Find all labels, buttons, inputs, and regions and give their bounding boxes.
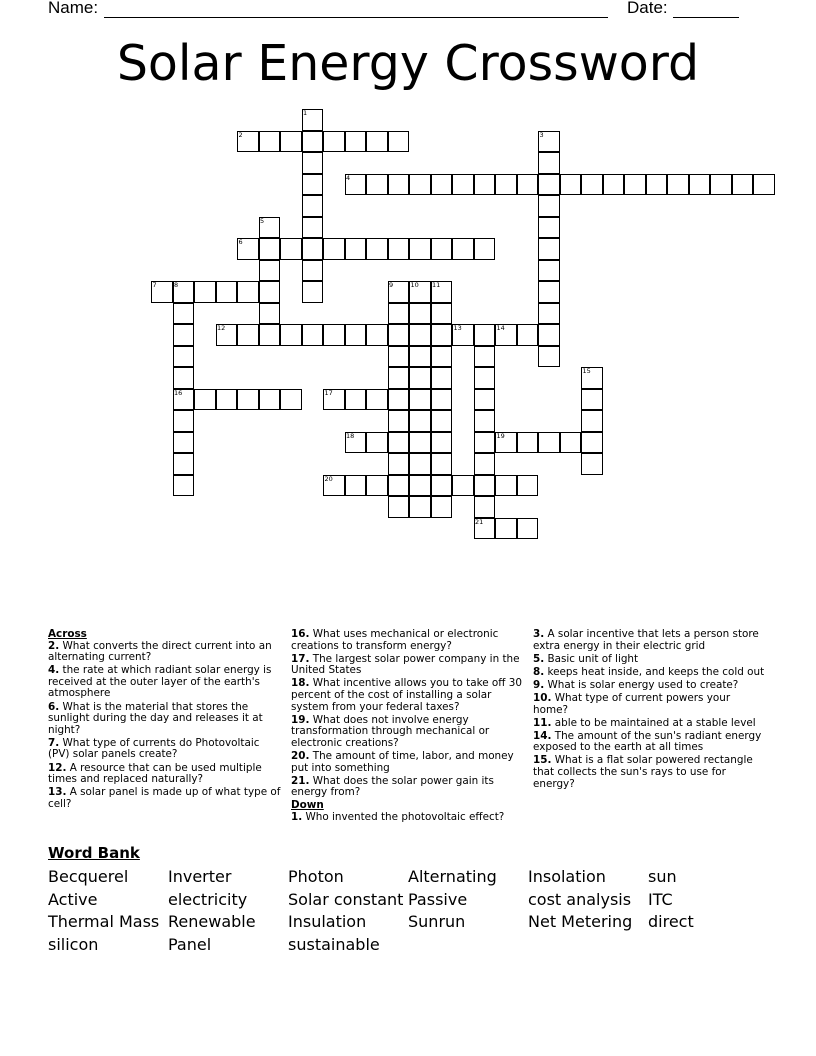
clue-number: 6 <box>238 238 243 246</box>
clue-number-label: 1. <box>291 810 303 823</box>
grid-cell[interactable] <box>388 496 410 518</box>
grid-cell[interactable] <box>173 453 195 475</box>
grid-cell[interactable] <box>624 174 646 196</box>
grid-cell[interactable] <box>259 324 281 346</box>
grid-cell[interactable] <box>388 453 410 475</box>
clue-number: 15 <box>582 367 591 375</box>
grid-cell[interactable] <box>173 346 195 368</box>
grid-cell[interactable] <box>538 324 560 346</box>
clues-column-3 <box>533 629 767 792</box>
grid-cell[interactable] <box>474 475 496 497</box>
grid-cell[interactable] <box>388 174 410 196</box>
clue-item <box>48 665 282 700</box>
grid-cell[interactable] <box>259 281 281 303</box>
clue-number-label: 9. <box>533 678 545 691</box>
grid-cell[interactable] <box>495 475 517 497</box>
clue-number: 17 <box>324 388 333 397</box>
word-bank-word: Alternating <box>408 867 497 886</box>
grid-cell[interactable] <box>581 453 603 475</box>
clue-number-label: 6. <box>48 700 60 713</box>
grid-cell[interactable] <box>259 131 281 153</box>
grid-cell[interactable] <box>538 217 560 239</box>
grid-cell[interactable] <box>345 324 367 346</box>
word-bank-word: Becquerel <box>48 867 129 886</box>
clue-number: 8 <box>174 281 179 289</box>
grid-cell[interactable] <box>259 303 281 325</box>
grid-cell[interactable] <box>388 432 410 454</box>
grid-cell[interactable] <box>388 131 410 153</box>
clue-number: 2 <box>238 130 243 139</box>
grid-cell[interactable] <box>409 303 431 325</box>
clue-item <box>48 738 282 761</box>
grid-cell[interactable] <box>237 281 259 303</box>
grid-cell[interactable] <box>431 410 453 432</box>
clue-text: What is solar energy used to create? <box>544 678 739 691</box>
grid-cell[interactable] <box>431 475 453 497</box>
clue-item <box>291 812 523 824</box>
clue-text: What is a flat solar powered rectangle that collects the sun's rays to use for energy? <box>533 754 753 790</box>
clue-number: 19 <box>496 431 505 440</box>
grid-cell[interactable] <box>452 475 474 497</box>
clue-number: 3 <box>539 130 544 139</box>
clue-text: What does not involve energy transformation through mechanical or electronic creations? <box>291 713 490 749</box>
word-bank-word: Insolation <box>528 867 606 886</box>
grid-cell[interactable] <box>409 432 431 454</box>
clue-text: able to be maintained at a stable level <box>551 716 756 729</box>
grid-cell[interactable] <box>388 389 410 411</box>
clue-number-label: 21. <box>291 774 310 787</box>
grid-cell[interactable] <box>409 453 431 475</box>
clue-item <box>533 755 767 790</box>
grid-cell[interactable] <box>517 432 539 454</box>
clue-item <box>291 654 523 677</box>
clue-number-label: 4. <box>48 664 60 677</box>
grid-cell[interactable] <box>302 324 324 346</box>
word-bank-word: Net Metering <box>528 912 633 932</box>
clue-number: 12 <box>217 324 226 332</box>
clue-number-label: 18. <box>291 677 310 690</box>
grid-cell[interactable] <box>345 389 367 411</box>
clue-text: What converts the direct current into an alternating current? <box>48 639 272 664</box>
grid-cell[interactable] <box>517 174 539 196</box>
grid-cell[interactable] <box>431 389 453 411</box>
grid-cell[interactable] <box>366 432 388 454</box>
word-bank-word: Solar constant <box>288 889 404 909</box>
clue-number-label: 16. <box>291 628 310 640</box>
grid-cell[interactable] <box>173 410 195 432</box>
grid-cell[interactable] <box>538 346 560 368</box>
grid-cell[interactable] <box>194 389 216 411</box>
word-bank-word: sun <box>648 867 677 886</box>
grid-cell[interactable] <box>302 195 324 217</box>
clue-number-label: 14. <box>533 729 552 742</box>
grid-cell[interactable] <box>452 174 474 196</box>
word-bank-word: Insulation <box>288 912 367 932</box>
word-bank-title: Word Bank <box>48 844 140 862</box>
grid-cell[interactable] <box>431 174 453 196</box>
grid-cell[interactable] <box>409 389 431 411</box>
clue-number: 16 <box>174 388 183 397</box>
clue-item <box>291 629 523 652</box>
clue-number-label: 19. <box>291 713 310 726</box>
clue-item <box>291 751 523 774</box>
grid-cell[interactable] <box>409 324 431 346</box>
grid-cell[interactable] <box>388 303 410 325</box>
grid-cell[interactable] <box>431 303 453 325</box>
grid-cell[interactable] <box>538 432 560 454</box>
clue-number: 11 <box>432 281 441 289</box>
grid-cell[interactable] <box>323 238 345 260</box>
grid-cell[interactable] <box>431 367 453 389</box>
grid-cell[interactable] <box>388 238 410 260</box>
clue-item <box>533 693 767 716</box>
word-bank-word: ITC <box>648 889 673 909</box>
grid-cell[interactable] <box>710 174 732 196</box>
clue-item <box>533 667 767 679</box>
clue-text: What type of current powers your home? <box>533 691 731 716</box>
grid-cell[interactable] <box>452 238 474 260</box>
grid-cell[interactable] <box>302 217 324 239</box>
clue-number-label: 17. <box>291 652 310 665</box>
word-bank-word: Inverter <box>168 867 232 886</box>
clue-number: 18 <box>346 431 355 440</box>
grid-cell[interactable] <box>366 475 388 497</box>
clue-number-label: 10. <box>533 691 552 704</box>
word-bank-word: electricity <box>168 889 248 909</box>
clue-number-label: 7. <box>48 736 60 749</box>
word-bank-word: Renewable <box>168 912 256 932</box>
grid-cell[interactable] <box>581 432 603 454</box>
grid-cell[interactable] <box>302 131 324 153</box>
clue-text: The amount of time, labor, and money put into something <box>291 749 514 774</box>
word-bank-word: Panel <box>168 935 212 955</box>
grid-cell[interactable] <box>237 389 259 411</box>
grid-cell[interactable] <box>538 174 560 196</box>
grid-cell[interactable] <box>474 174 496 196</box>
grid-cell[interactable] <box>366 131 388 153</box>
grid-cell[interactable] <box>517 324 539 346</box>
clue-text: Basic unit of light <box>544 652 639 665</box>
grid-cell[interactable] <box>474 432 496 454</box>
word-bank-word: Photon <box>288 867 344 886</box>
grid-cell[interactable] <box>323 324 345 346</box>
grid-cell[interactable] <box>388 410 410 432</box>
clue-text: What type of currents do Photovoltaic (PV) solar panels create? <box>48 736 260 761</box>
grid-cell[interactable] <box>538 195 560 217</box>
clue-number: 20 <box>324 474 333 483</box>
grid-cell[interactable] <box>366 238 388 260</box>
clue-number-label: 20. <box>291 749 310 762</box>
grid-cell[interactable] <box>173 475 195 497</box>
clue-number: 1 <box>303 109 308 117</box>
clue-item <box>291 678 523 713</box>
grid-cell[interactable] <box>474 238 496 260</box>
grid-cell[interactable] <box>431 432 453 454</box>
clue-text: What uses mechanical or electronic creations to transform energy? <box>291 628 499 652</box>
grid-cell[interactable] <box>345 475 367 497</box>
name-label: Name: <box>48 0 99 17</box>
grid-cell[interactable] <box>388 475 410 497</box>
grid-cell[interactable] <box>538 260 560 282</box>
grid-cell[interactable] <box>280 389 302 411</box>
clue-number: 21 <box>475 517 484 526</box>
clue-number: 14 <box>496 324 505 332</box>
clue-number: 5 <box>260 216 265 225</box>
clue-item <box>533 680 767 692</box>
clue-number: 13 <box>453 324 462 332</box>
word-bank-word: Active <box>48 889 98 909</box>
grid-cell[interactable] <box>409 410 431 432</box>
grid-cell[interactable] <box>173 432 195 454</box>
clue-number-label: 5. <box>533 652 545 665</box>
grid-cell[interactable] <box>474 496 496 518</box>
grid-cell[interactable] <box>431 324 453 346</box>
grid-cell[interactable] <box>667 174 689 196</box>
word-bank-word: sustainable <box>288 935 380 955</box>
grid-cell[interactable] <box>194 281 216 303</box>
grid-cell[interactable] <box>259 389 281 411</box>
grid-cell[interactable] <box>302 174 324 196</box>
clue-text: What does the solar power gain its energy from? <box>291 774 494 799</box>
grid-cell[interactable] <box>237 324 259 346</box>
grid-cell[interactable] <box>474 453 496 475</box>
clue-text: What incentive allows you to take off 30 percent of the cost of installing a solar system from your federal taxes? <box>291 677 522 713</box>
grid-cell[interactable] <box>302 152 324 174</box>
clue-number-label: 13. <box>48 786 67 799</box>
clue-number-label: 8. <box>533 665 545 678</box>
clues-column-2 <box>291 629 523 825</box>
grid-cell[interactable] <box>431 453 453 475</box>
clue-text: A solar incentive that lets a person store extra energy in their electric grid <box>533 628 759 652</box>
grid-cell[interactable] <box>474 367 496 389</box>
clue-item <box>48 787 282 810</box>
clues-column-1 <box>48 629 282 812</box>
clue-text: the rate at which radiant solar energy is received at the outer layer of the earth's atmosphere <box>48 664 272 700</box>
clue-item <box>291 776 523 799</box>
grid-cell[interactable] <box>603 174 625 196</box>
grid-cell[interactable] <box>302 238 324 260</box>
grid-cell[interactable] <box>409 174 431 196</box>
grid-cell[interactable] <box>474 410 496 432</box>
grid-cell[interactable] <box>173 324 195 346</box>
across-heading: Across <box>48 628 87 640</box>
clue-item <box>533 654 767 666</box>
grid-cell[interactable] <box>732 174 754 196</box>
grid-cell[interactable] <box>581 410 603 432</box>
clue-text: The amount of the sun's radiant energy exposed to the earth at all times <box>533 729 762 754</box>
clue-number: 7 <box>152 281 157 289</box>
clue-item <box>48 641 282 664</box>
grid-cell[interactable] <box>345 238 367 260</box>
grid-cell[interactable] <box>495 518 517 540</box>
word-bank-word: cost analysis <box>528 889 632 909</box>
grid-cell[interactable] <box>538 238 560 260</box>
grid-cell[interactable] <box>474 389 496 411</box>
grid-cell[interactable] <box>431 346 453 368</box>
grid-cell[interactable] <box>388 324 410 346</box>
clue-number: 10 <box>410 281 419 289</box>
grid-cell[interactable] <box>538 152 560 174</box>
word-bank <box>48 844 788 955</box>
grid-cell[interactable] <box>280 324 302 346</box>
clue-number: 9 <box>389 281 394 289</box>
clue-item <box>48 763 282 786</box>
clue-text: The largest solar power company in the United States <box>291 652 520 677</box>
clue-item <box>533 718 767 730</box>
clue-text: A solar panel is made up of what type of cell? <box>48 786 281 810</box>
grid-cell[interactable] <box>366 174 388 196</box>
grid-cell[interactable] <box>366 324 388 346</box>
grid-cell[interactable] <box>409 346 431 368</box>
clue-item <box>291 715 523 750</box>
grid-cell[interactable] <box>259 260 281 282</box>
clue-item <box>533 731 767 754</box>
date-label: Date: <box>627 0 668 17</box>
page-title: Solar Energy Crossword <box>116 35 700 92</box>
grid-cell[interactable] <box>366 389 388 411</box>
grid-cell[interactable] <box>431 238 453 260</box>
grid-cell[interactable] <box>753 174 775 196</box>
grid-cell[interactable] <box>216 389 238 411</box>
clue-text: A resource that can be used multiple times and replaced naturally? <box>48 761 262 786</box>
grid-cell[interactable] <box>581 174 603 196</box>
grid-cell[interactable] <box>409 496 431 518</box>
grid-cell[interactable] <box>323 131 345 153</box>
clue-text: Who invented the photovoltaic effect? <box>302 810 505 823</box>
grid-cell[interactable] <box>409 238 431 260</box>
grid-cell[interactable] <box>560 174 582 196</box>
clue-text: keeps heat inside, and keeps the cold out <box>544 665 765 678</box>
grid-cell[interactable] <box>560 432 582 454</box>
clue-item <box>48 702 282 737</box>
clue-text: What is the material that stores the sunlight during the day and releases it at night? <box>48 700 263 736</box>
grid-cell[interactable] <box>538 303 560 325</box>
grid-cell[interactable] <box>259 238 281 260</box>
clue-number-label: 2. <box>48 639 60 652</box>
grid-cell[interactable] <box>517 518 539 540</box>
grid-cell[interactable] <box>280 238 302 260</box>
grid-cell[interactable] <box>216 281 238 303</box>
grid-cell[interactable] <box>689 174 711 196</box>
grid-cell[interactable] <box>474 346 496 368</box>
grid-cell[interactable] <box>280 131 302 153</box>
clue-number-label: 11. <box>533 716 552 729</box>
grid-cell[interactable] <box>474 324 496 346</box>
clue-number: 4 <box>346 173 351 182</box>
grid-cell[interactable] <box>517 475 539 497</box>
grid-cell[interactable] <box>345 131 367 153</box>
grid-cell[interactable] <box>173 303 195 325</box>
word-bank-word: Passive <box>408 889 468 909</box>
word-bank-word: direct <box>648 912 694 932</box>
word-bank-word: Sunrun <box>408 912 466 932</box>
clue-number-label: 3. <box>533 628 545 640</box>
grid-cell[interactable] <box>173 367 195 389</box>
word-bank-word: silicon <box>48 935 99 955</box>
grid-cell[interactable] <box>388 346 410 368</box>
grid-cell[interactable] <box>646 174 668 196</box>
grid-cell[interactable] <box>302 260 324 282</box>
clue-item <box>533 629 767 652</box>
word-bank-word: Thermal Mass <box>48 912 160 932</box>
grid-cell[interactable] <box>538 281 560 303</box>
clue-number-label: 12. <box>48 761 67 774</box>
grid-cell[interactable] <box>431 496 453 518</box>
grid-cell[interactable] <box>495 174 517 196</box>
grid-cell[interactable] <box>409 475 431 497</box>
grid-cell[interactable] <box>302 281 324 303</box>
clue-number-label: 15. <box>533 754 552 767</box>
grid-cell[interactable] <box>409 367 431 389</box>
down-heading: Down <box>291 799 324 812</box>
grid-cell[interactable] <box>581 389 603 411</box>
grid-cell[interactable] <box>388 367 410 389</box>
